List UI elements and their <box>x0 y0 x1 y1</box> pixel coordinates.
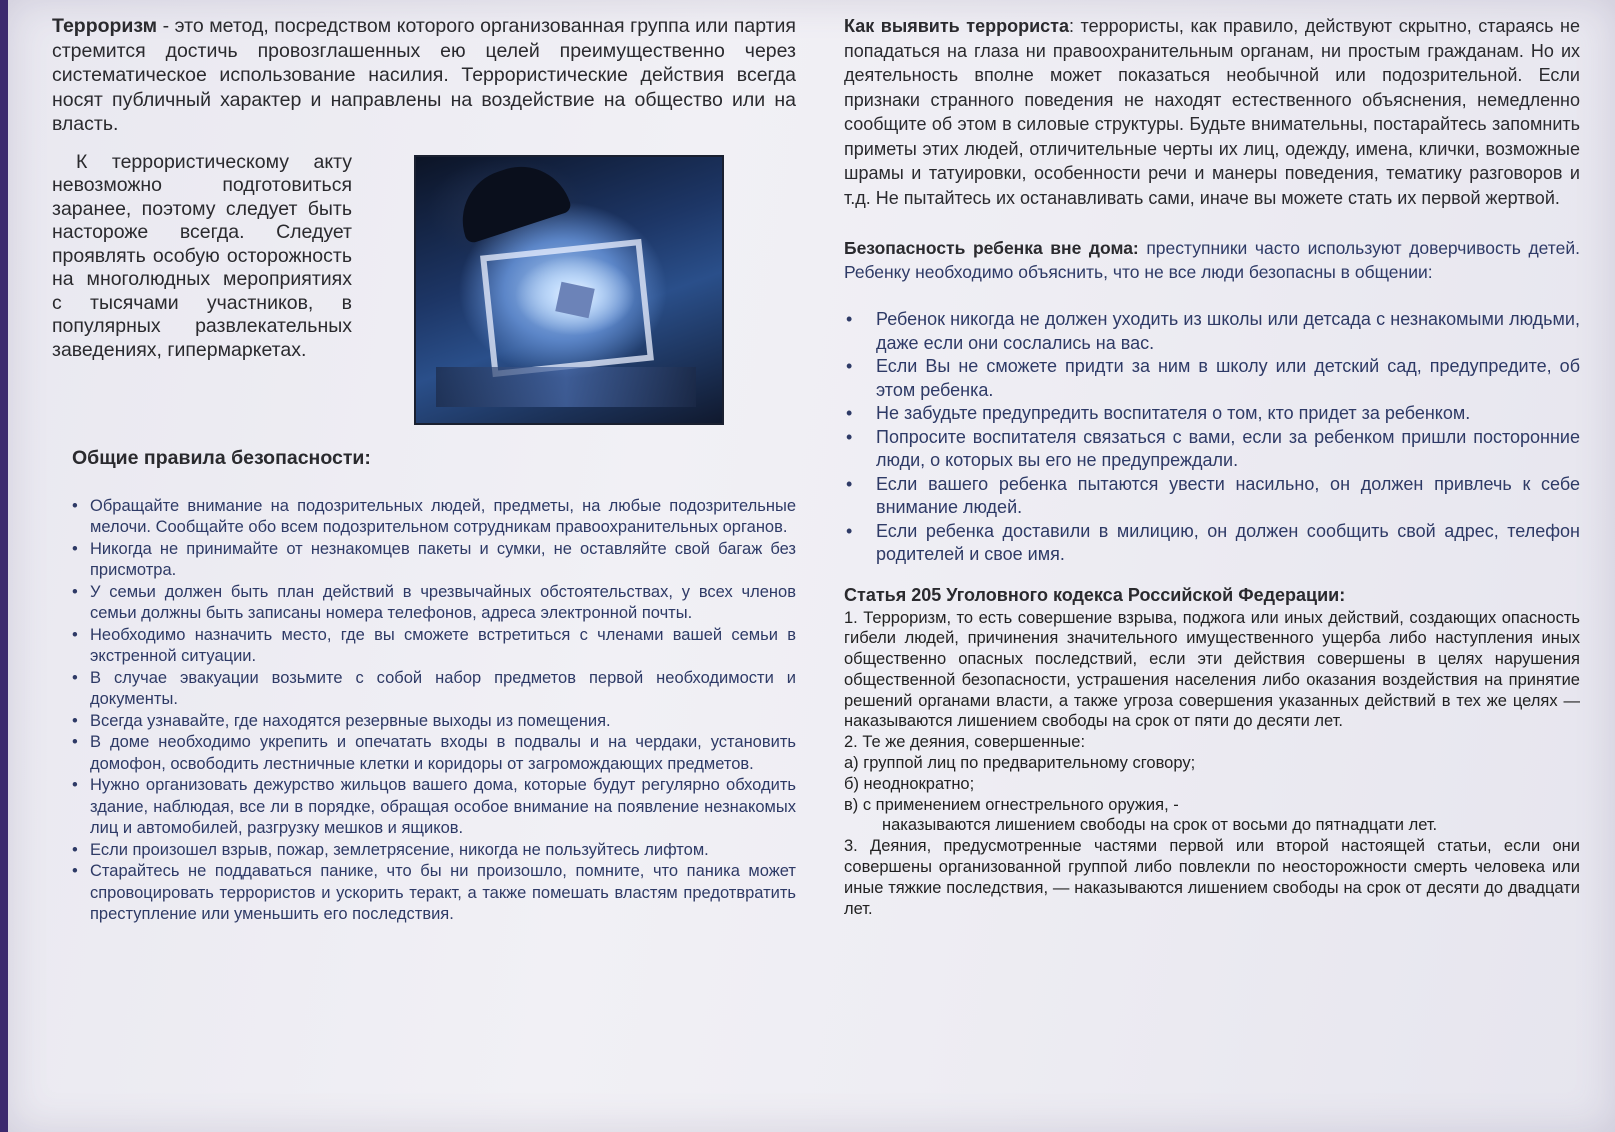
terrorism-definition <box>52 14 796 137</box>
right-column <box>844 14 1580 919</box>
general-rule-item: • Обращайте внимание на подозрительных людей, предметы, на любые подозрительные мелочи. Сообщайте обо всем подозрительном сотрудникам правоохранительных органов. <box>70 496 796 539</box>
left-column <box>52 14 796 926</box>
general-rule-item: • Необходимо назначить место, где вы сможете встретиться с членами вашей семьи в экстренной ситуации. <box>70 625 796 668</box>
criminal-code-section <box>844 585 1580 920</box>
general-rule-item: • В случае эвакуации возьмите с собой набор предметов первой необходимости и документы. <box>70 668 796 711</box>
law-part-2b: б) неоднократно; <box>844 774 975 793</box>
general-rule-item: • Нужно организовать дежурство жильцов вашего дома, которые будут регулярно обходить здание, наблюдая, все ли в порядке, обращая особое внимание на появление незнакомых лиц и автомобилей, разгрузку мешков и ящиков. <box>70 775 796 840</box>
terrorism-definition-text: - это метод, посредством которого организованная группа или партия стремится достичь провозглашенных ею целей преимущественно через систематическое использование насилия. Террористические действия всегда носят публичный характер и направлены на воздействие на общество или на власть. <box>52 15 796 135</box>
child-rule-item: • Если вашего ребенка пытаются увести насильно, он должен привлечь к себе внимание людей. <box>844 473 1580 520</box>
child-safety-section <box>844 236 1580 567</box>
child-rule-item: • Попросите воспитателя связаться с вами, если за ребенком пришли посторонние люди, о которых вы его не предупреждали. <box>844 426 1580 473</box>
explosion-photo <box>414 155 724 425</box>
child-rule-item: • Если ребенка доставили в милицию, он должен сообщить свой адрес, телефон родителей и свое имя. <box>844 520 1580 567</box>
general-rule-item: • В доме необходимо укрепить и опечатать входы в подвалы и на чердаки, установить домофон, освободить лестничные клетки и коридоры от загромождающих предметов. <box>70 732 796 775</box>
law-part-2c: в) с применением огнестрельного оружия, - <box>844 795 1179 814</box>
law-part-1: 1. Терроризм, то есть совершение взрыва, поджога или иных действий, создающих опасность гибели людей, причинения значительного имущественного ущерба либо наступления иных общественно опасных последствий, если эти действия совершены в целях нарушения общественной безопасности, устрашения населения либо оказания воздействия на принятие решений органами власти, а также угроза совершения указанных действий в тех же целях — наказываются лишением свободы на срок от пяти до десяти лет. <box>844 608 1580 731</box>
preparedness-text: К террористическому акту невозможно подготовиться заранее, поэтому следует быть настороже всегда. Следует проявлять особую осторожность на многолюдных мероприятиях с тысячами участников, в популярных развлекательных заведениях, гипермаркетах. <box>52 150 352 361</box>
child-rule-item: • Если Вы не сможете придти за ним в школу или детский сад, предупредите, об этом ребенка. <box>844 355 1580 402</box>
criminal-code-title: Статья 205 Уголовного кодекса Российской Федерации: <box>844 584 1346 605</box>
photo-lamp-shape <box>449 155 572 245</box>
identify-terrorist-title: Как выявить террориста <box>844 16 1069 36</box>
child-rule-item: • Ребенок никогда не должен уходить из школы или детсада с незнакомыми людьми, даже если они сослались на вас. <box>844 308 1580 355</box>
law-part-3: 3. Деяния, предусмотренные частями первой или второй настоящей статьи, если они совершены организованной группой либо повлекли по неосторожности смерть человека или иные тяжкие последствия, — наказываются лишением свободы на срок от десяти до двадцати лет. <box>844 837 1580 918</box>
criminal-code-body <box>844 608 1580 920</box>
general-rule-item: • Никогда не принимайте от незнакомцев пакеты и сумки, не оставляйте свой багаж без присмотра. <box>70 539 796 582</box>
child-safety-text: преступники часто используют доверчивость детей. Ребенку необходимо объяснить, что не все люди безопасны в общении: <box>844 238 1580 282</box>
law-part-2-penalty: наказываются лишением свободы на срок от восьми до пятнадцати лет. <box>882 816 1438 835</box>
terrorism-term: Терроризм <box>52 15 158 37</box>
general-rule-item: • Если произошел взрыв, пожар, землетрясение, никогда не пользуйтесь лифтом. <box>70 840 796 862</box>
general-rule-item: • Старайтесь не поддаваться панике, что бы ни произошло, помните, что паника может спровоцировать террористов и ускорить теракт, а также помешать властям предотвратить преступление или уменьшить его последствия. <box>70 861 796 926</box>
preparedness-block <box>52 151 796 423</box>
child-rule-item: • Не забудьте предупредить воспитателя о том, кто придет за ребенком. <box>844 402 1580 426</box>
general-rule-item: • У семьи должен быть план действий в чрезвычайных обстоятельствах, у всех членов семьи должны быть записаны номера телефонов, адреса электронной почты. <box>70 582 796 625</box>
leaflet-sheet <box>8 0 1615 1132</box>
child-safety-intro <box>844 236 1580 284</box>
law-part-2: 2. Те же деяния, совершенные: <box>844 733 1086 752</box>
photo-card-shape <box>555 281 594 317</box>
general-rules-title: Общие правила безопасности: <box>72 446 371 469</box>
child-safety-title: Безопасность ребенка вне дома: <box>844 238 1139 258</box>
photo-debris-shape <box>436 367 696 407</box>
identify-terrorist-section <box>844 14 1580 210</box>
child-safety-list <box>844 308 1580 567</box>
law-part-2a: а) группой лиц по предварительному сговору; <box>844 754 1196 773</box>
general-rule-item: • Всегда узнавайте, где находятся резервные выходы из помещения. <box>70 711 796 733</box>
general-rules-list <box>70 496 796 926</box>
identify-terrorist-text: : террористы, как правило, действуют скрытно, стараясь не попадаться на глаза ни правоохранительным органам, ни простым гражданам. Но их деятельность вполне может показаться необычной или подозрительной. Если признаки странного поведения не находят естественного объяснения, немедленно сообщите об этом в силовые структуры. Будьте внимательны, постарайтесь запомнить приметы этих людей, отличительные черты их лиц, одежду, имена, клички, возможные шрамы и татуировки, особенности речи и манеры поведения, тематику разговоров и т.д. Не пытайтесь их останавливать сами, иначе вы можете стать их первой жертвой. <box>844 16 1580 208</box>
